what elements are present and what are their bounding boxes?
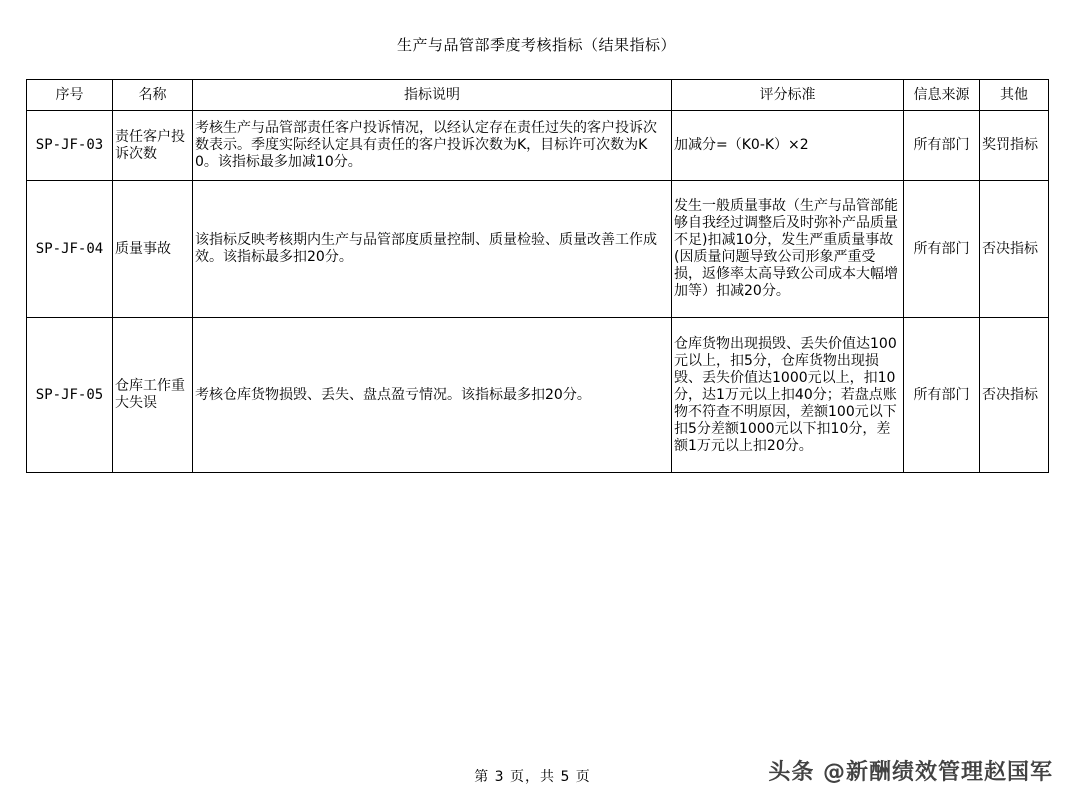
cell-name: 责任客户投诉次数	[113, 111, 193, 181]
cell-other: 奖罚指标	[980, 111, 1049, 181]
cell-id: SP-JF-03	[27, 111, 113, 181]
header-other: 其他	[980, 80, 1049, 111]
table-row	[27, 181, 1049, 318]
cell-criteria: 加减分=（K0-K）×2	[672, 111, 904, 181]
cell-desc: 考核仓库货物损毁、丢失、盘点盈亏情况。该指标最多扣20分。	[193, 318, 672, 473]
cell-id: SP-JF-04	[27, 181, 113, 318]
cell-other: 否决指标	[980, 181, 1049, 318]
header-source: 信息来源	[904, 80, 980, 111]
page-title: 生产与品管部季度考核指标（结果指标）	[396, 36, 676, 54]
cell-id: SP-JF-05	[27, 318, 113, 473]
cell-desc: 考核生产与品管部责任客户投诉情况，以经认定存在责任过失的客户投诉次数表示。季度实际经认定具有责任的客户投诉次数为K，目标许可次数为K0。该指标最多加减10分。	[193, 111, 672, 181]
cell-other: 否决指标	[980, 318, 1049, 473]
header-desc: 指标说明	[193, 80, 672, 111]
table-header-row	[27, 80, 1049, 111]
header-criteria: 评分标准	[672, 80, 904, 111]
cell-criteria: 仓库货物出现损毁、丢失价值达100元以上，扣5分，仓库货物出现损毁、丢失价值达1000元以上，扣10分，达1万元以上扣40分；若盘点账物不符查不明原因，差额100元以下扣5分差额1000元以下扣10分，差额1万元以上扣20分。	[672, 318, 904, 473]
cell-desc: 该指标反映考核期内生产与品管部度质量控制、质量检验、质量改善工作成效。该指标最多扣20分。	[193, 181, 672, 318]
table-row	[27, 318, 1049, 473]
header-id: 序号	[27, 80, 113, 111]
cell-criteria: 发生一般质量事故（生产与品管部能够自我经过调整后及时弥补产品质量不足)扣减10分，发生严重质量事故(因质量问题导致公司形象严重受损，返修率太高导致公司成本大幅增加等）扣减20分。	[672, 181, 904, 318]
cell-name: 质量事故	[113, 181, 193, 318]
watermark: 头条 @新酬绩效管理赵国军	[768, 760, 1053, 785]
page-footer: 第 3 页，共 5 页	[474, 769, 591, 785]
cell-source: 所有部门	[904, 181, 980, 318]
cell-source: 所有部门	[904, 318, 980, 473]
table-row	[27, 111, 1049, 181]
cell-source: 所有部门	[904, 111, 980, 181]
cell-name: 仓库工作重大失误	[113, 318, 193, 473]
header-name: 名称	[113, 80, 193, 111]
kpi-table	[26, 79, 1049, 473]
